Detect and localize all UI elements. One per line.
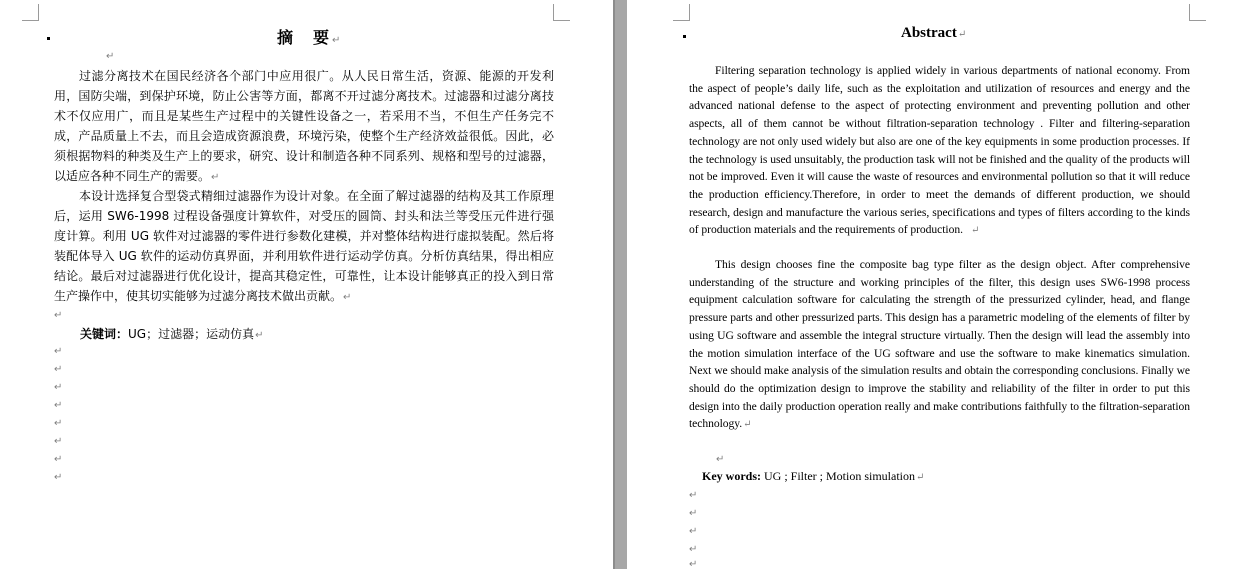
paragraph-mark: ↵ bbox=[743, 419, 752, 431]
title-text: 摘 要 bbox=[277, 28, 332, 47]
english-abstract-paragraph-1[interactable]: Filtering separation technology is applied widely in various departments of national economy. From the aspect of people’s daily life, such as the exploitation and utilization of resources and energy and the advanced national defense to the aspect of protecting environment and preventing pollution and other aspects, all of them cannot be without filtration-separation technology . Filter and filtering-separation technology are not only used widely but also are one of the key equipments in some production processes. If the technology is used unsuitably, the production task will not be finished and the quality of the products will not be improved. Even it will cause the waste of resources and environmental pollution so that it will reduce the production efficiency.Therefore, in order to meet the demands of different production, we should research, design and manufacture the various series, specifications and types of filters according to the kinds of production materials and the requirements of production. ↵ bbox=[689, 64, 1190, 237]
chinese-abstract-paragraph-1[interactable]: 过滤分离技术在国民经济各个部门中应用很广。从人民日常生活，资源、能源的开发利用，国防尖端，到保护环境，防止公害等方面，都离不开过滤分离技术。过滤器和过滤分离技术不仅应用广，而且是某些生产过程中的关键性设备之一，若采用不当，不但生产任务完不成，产品质量上不去，而且会造成资源浪费，环境污染，使整个生产经济效益很低。因此，必须根据物料的种类及生产上的要求，研究、设计和制造各种不同系列、规格和型号的过滤器，以适应各种不同生产的需要。↵ bbox=[54, 69, 554, 183]
left-document-page[interactable] bbox=[0, 0, 613, 569]
crop-mark-top-right bbox=[1189, 4, 1206, 21]
keywords-label: Key words: bbox=[702, 469, 761, 483]
empty-paragraph-mark: ↵ bbox=[689, 544, 698, 555]
chinese-keywords-line[interactable] bbox=[80, 325, 264, 342]
english-abstract-paragraph-2[interactable]: This design chooses fine the composite bag type filter as the design object. After comprehensive understanding of the structure and working principles of the filter, this design uses SW6-1998 process equipment calculation software for calculating the strength of the pressurized cylinder, head, and flange pressure parts and other pressurized parts. This design has a parametric modeling of the elements of filter by using UG software and assemble the integral structure virtually. Then the design will lead the assembly into the motion simulation interface of the UG software and use the software to make kinematics simulation. Next we should make analysis of the simulation results and obtain the corresponding conclusions. Finally we should do the optimization design to improve the stability and reliability of the filter in order to put this design into the daily production operation really and make contributions faithfully to the filtration-separation technology.↵ bbox=[689, 258, 1190, 431]
keywords-text: UG；过滤器；运动仿真 bbox=[128, 327, 255, 341]
paragraph-mark: ↵ bbox=[332, 35, 343, 46]
empty-paragraph-mark: ↵ bbox=[54, 454, 63, 465]
empty-paragraph-mark: ↵ bbox=[54, 346, 63, 357]
paragraph-bullet-marker bbox=[47, 37, 50, 40]
empty-paragraph-mark: ↵ bbox=[689, 559, 698, 569]
empty-paragraph-mark: ↵ bbox=[689, 526, 698, 537]
paragraph-mark: ↵ bbox=[970, 225, 980, 237]
keywords-label: 关键词： bbox=[80, 327, 129, 341]
english-keywords-line[interactable] bbox=[702, 469, 924, 484]
empty-paragraph-mark: ↵ bbox=[716, 454, 725, 465]
chinese-abstract-paragraph-2[interactable]: 本设计选择复合型袋式精细过滤器作为设计对象。在全面了解过滤器的结构及其工作原理后，运用 SW6-1998 过程设备强度计算软件，对受压的圆筒、封头和法兰等受压元件进行强度计算。利用 UG 软件对过滤器的零件进行参数化建模，并对整体结构进行虚拟装配。然后将装配体导入 UG 软件的运动仿真界面，并利用软件进行运动学仿真。分析仿真结果，得出相应结论。最后对过滤器进行优化设计，提高其稳定性，可靠性，让本设计能够真正的投入到日常生产操作中，使其切实能够为过滤分离技术做出贡献。↵ bbox=[54, 189, 554, 303]
paragraph-mark: ↵ bbox=[916, 472, 925, 483]
english-abstract-title[interactable] bbox=[901, 25, 966, 42]
empty-paragraph-mark: ↵ bbox=[54, 382, 63, 393]
page-gutter-shadow bbox=[613, 0, 615, 569]
paragraph-bullet-marker bbox=[683, 35, 686, 38]
empty-paragraph-mark: ↵ bbox=[106, 51, 115, 62]
keywords-text: UG ; Filter ; Motion simulation bbox=[764, 469, 916, 483]
title-text: Abstract bbox=[901, 25, 957, 41]
crop-mark-top-left bbox=[673, 4, 690, 21]
empty-paragraph-mark: ↵ bbox=[689, 490, 698, 501]
paragraph-mark: ↵ bbox=[211, 172, 220, 183]
paragraph-mark: ↵ bbox=[957, 29, 967, 40]
empty-paragraph-mark: ↵ bbox=[54, 400, 63, 411]
empty-paragraph-mark: ↵ bbox=[54, 436, 63, 447]
page-gutter bbox=[613, 0, 627, 569]
paragraph-mark: ↵ bbox=[255, 330, 264, 341]
empty-paragraph-mark: ↵ bbox=[54, 472, 63, 483]
paragraph-mark: ↵ bbox=[343, 292, 352, 303]
chinese-abstract-title[interactable] bbox=[277, 25, 342, 48]
empty-paragraph-mark: ↵ bbox=[54, 364, 63, 375]
empty-paragraph-mark: ↵ bbox=[54, 310, 63, 321]
crop-mark-top-left bbox=[22, 4, 39, 21]
empty-paragraph-mark: ↵ bbox=[54, 418, 63, 429]
crop-mark-top-right bbox=[553, 4, 570, 21]
empty-paragraph-mark: ↵ bbox=[689, 508, 698, 519]
